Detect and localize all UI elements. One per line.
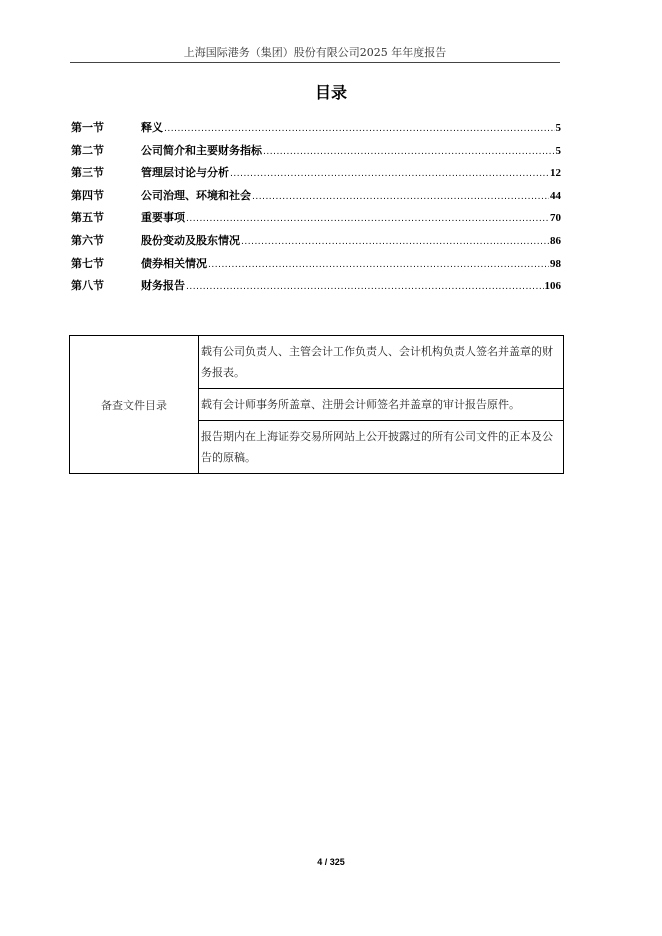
page-title: 目录	[314, 83, 347, 102]
toc-leader-dots	[263, 147, 555, 157]
table-of-contents	[71, 119, 561, 300]
toc-section-title: 公司治理、环境和社会	[141, 188, 251, 202]
toc-page-number: 12	[550, 167, 561, 180]
toc-leader-dots	[230, 169, 549, 179]
toc-section-number: 第四节	[71, 188, 104, 202]
toc-section-number: 第六节	[71, 233, 104, 247]
toc-section-number: 第八节	[71, 279, 104, 293]
toc-entry[interactable]	[71, 187, 561, 210]
toc-page-number: 5	[555, 144, 561, 157]
toc-entry[interactable]	[71, 277, 561, 300]
toc-page-number: 70	[550, 212, 561, 225]
toc-entry[interactable]	[71, 209, 561, 232]
toc-section-title: 管理层讨论与分析	[141, 166, 229, 180]
toc-section-title: 释义	[141, 121, 163, 134]
toc-page-number: 106	[544, 280, 561, 293]
toc-leader-dots	[186, 214, 549, 224]
reference-documents-table	[69, 335, 564, 474]
toc-section-number: 第三节	[71, 166, 104, 180]
reference-documents-label: 备查文件目录	[70, 336, 199, 474]
toc-section-title: 重要事项	[141, 211, 185, 225]
toc-section-title: 财务报告	[141, 279, 185, 293]
reference-document-item: 报告期内在上海证券交易所网站上公开披露过的所有公司文件的正本及公告的原稿。	[199, 421, 564, 474]
toc-entry[interactable]	[71, 255, 561, 278]
toc-section-number: 第五节	[71, 211, 104, 225]
reference-document-item: 载有会计师事务所盖章、注册会计师签名并盖章的审计报告原件。	[199, 389, 564, 421]
toc-section-title: 公司简介和主要财务指标	[141, 143, 262, 157]
toc-leader-dots	[241, 237, 549, 247]
header-divider	[70, 62, 560, 63]
toc-section-title: 股份变动及股东情况	[141, 233, 240, 247]
toc-page-number: 98	[550, 257, 561, 270]
table-row	[70, 336, 564, 389]
reference-document-item: 载有公司负责人、主管会计工作负责人、会计机构负责人签名并盖章的财务报表。	[199, 336, 564, 389]
toc-entry[interactable]	[71, 164, 561, 187]
toc-section-number: 第二节	[71, 143, 104, 157]
toc-leader-dots	[186, 282, 544, 292]
toc-entry[interactable]	[71, 142, 561, 165]
toc-section-number: 第七节	[71, 256, 104, 270]
toc-section-number: 第一节	[71, 121, 104, 134]
toc-page-number: 44	[550, 189, 561, 202]
toc-page-number: 86	[550, 234, 561, 247]
running-header: 上海国际港务（集团）股份有限公司2025 年年度报告	[183, 46, 447, 59]
toc-entry[interactable]	[71, 232, 561, 255]
toc-leader-dots	[164, 124, 555, 134]
toc-section-title: 债券相关情况	[141, 256, 207, 270]
toc-leader-dots	[252, 192, 549, 202]
toc-leader-dots	[208, 260, 549, 270]
page-number-footer: 4 / 325	[317, 857, 345, 867]
toc-entry[interactable]	[71, 119, 561, 142]
toc-page-number: 5	[555, 122, 561, 134]
